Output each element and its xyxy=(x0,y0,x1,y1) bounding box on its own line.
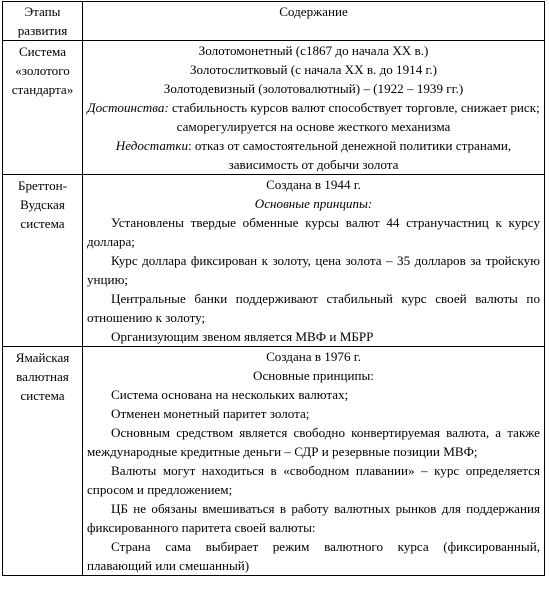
table-row-gold-standard xyxy=(3,41,545,175)
content-gold-standard xyxy=(83,41,545,175)
jam-created: Создана в 1976 г. xyxy=(266,349,361,364)
bw-principle-3: Центральные банки поддерживают стабильный курс своей валюты по отношению к золоту; xyxy=(87,291,540,325)
header-stages: Этапы развития xyxy=(3,2,83,41)
gold-coin-line: Золотомонетный (с1867 до начала XX в.) xyxy=(198,43,429,58)
gold-exchange-line: Золотодевизный (золотовалютный) – (1922 – 1939 гг.) xyxy=(163,81,464,96)
stage-bretton-woods: Бреттон-Вудская система xyxy=(3,175,83,347)
table-header-row xyxy=(3,2,545,41)
currency-systems-table xyxy=(2,1,545,576)
stage-jamaican: Ямайская валютная система xyxy=(3,347,83,576)
bw-principles-heading: Основные принципы: xyxy=(254,196,373,211)
jam-principle-3: Основным средством является свободно конвертируемая валюта, а также международные кредитные деньги – СДР и резервные позиции МВФ; xyxy=(87,425,540,459)
stage-gold-standard: Система «золотого стандарта» xyxy=(3,41,83,175)
jam-principle-5: ЦБ не обязаны вмешиваться в работу валютных рынков для поддержания фиксированного паритета своей валюты: xyxy=(87,501,540,535)
content-bretton-woods xyxy=(83,175,545,347)
jam-principle-1: Система основана на нескольких валютах; xyxy=(111,387,349,402)
advantages-text: стабильность курсов валют способствует торговле, снижает риск; саморегулируется на основе жесткого механизма xyxy=(168,100,540,134)
table-row-bretton-woods xyxy=(3,175,545,347)
bw-principle-4: Организующим звеном является МВФ и МБРР xyxy=(111,329,374,344)
table-row-jamaican xyxy=(3,347,545,576)
jam-principle-4: Валюты могут находиться в «свободном плавании» – курс определяется спросом и предложением; xyxy=(87,463,540,497)
bw-principle-1: Установлены твердые обменные курсы валют 44 странучастниц к курсу доллара; xyxy=(87,215,540,249)
jam-principle-6: Страна сама выбирает режим валютного курса (фиксированный, плавающий или смешанный) xyxy=(87,539,540,573)
content-jamaican xyxy=(83,347,545,576)
disadvantages-label: Недостатки xyxy=(115,138,188,153)
gold-bullion-line: Золотослитковый (с начала XX в. до 1914 г.) xyxy=(189,62,438,77)
disadvantages-text: : отказ от самостоятельной денежной политики странами, зависимость от добычи золота xyxy=(188,138,512,172)
advantages-paragraph xyxy=(87,98,540,136)
jam-principle-2: Отменен монетный паритет золота; xyxy=(111,406,310,421)
disadvantages-paragraph xyxy=(87,136,540,174)
bw-principle-2: Курс доллара фиксирован к золоту, цена золота – 35 долларов за тройскую унцию; xyxy=(87,253,540,287)
jam-principles-heading: Основные принципы: xyxy=(253,368,374,383)
bw-created: Создана в 1944 г. xyxy=(266,177,361,192)
header-content: Содержание xyxy=(83,2,545,41)
advantages-label: Достоинства: xyxy=(87,100,169,115)
